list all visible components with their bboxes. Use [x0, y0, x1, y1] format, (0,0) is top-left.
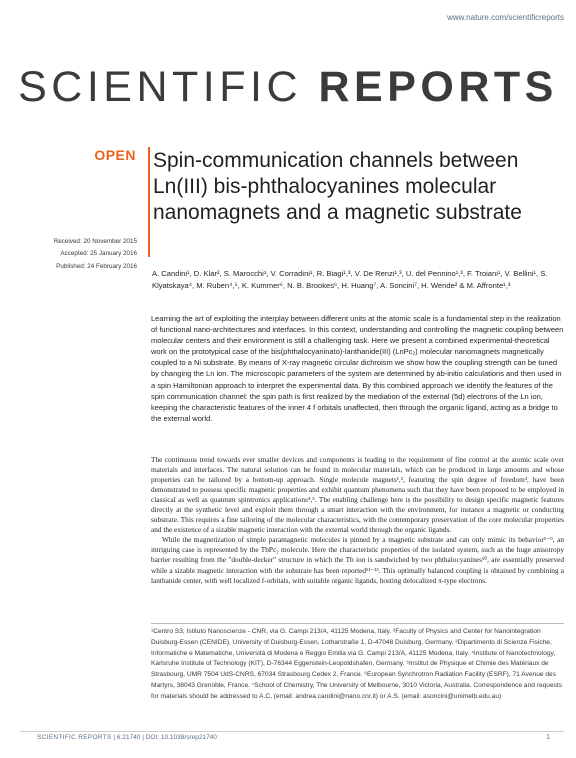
- affiliations-footnote: ¹Centro S3, Istituto Nanoscienze - CNR, via G. Campi 213/A, 41125 Modena, Italy. ²Faculty of Physics and Center for Nanointegration Duisburg-Essen (CENIDE), University of Duisburg-Essen, Lotharstraße 1, D-47048 Duisburg, Germany. ³Dipartimento di Scienze Fisiche, Informatiche e Matematiche, Università di Modena e Reggio Emilia via G. Campi 213/A, 41125 Modena, Italy. ⁴Institute of Nanotechnology, Karlsruhe Institute of Technology (KIT), D-76344 Eggenstein-Leopoldshafen, Germany. ⁵Institut de Physique et Chimie des Matériaux de Strasbourg, UMR 7504 UdS-CNRS, 67034 Strasbourg Cedex 2, France. ⁶European Synchrotron Radiation Facility (ESRF), 71 Avenue des Martyrs, 38043 Grenoble, France. ⁷School of Chemistry, The University of Melbourne, 3010 Victoria, Australia. Correspondence and requests for materials should be addressed to A.C. (email: andrea.candini@nano.cnr.it) or A.S. (email: asoncini@unimelb.edu.au): [151, 628, 563, 700]
- journal-logo: [0, 63, 576, 112]
- article-title: Spin-communication channels between Ln(III) bis-phthalocyanines molecular nanomagnets and a magnetic substrate: [153, 149, 522, 224]
- journal-url[interactable]: www.nature.com/scientificreports: [447, 13, 564, 22]
- published-date: Published: 24 February 2016: [56, 262, 137, 270]
- journal-name-part1: SCIENTIFIC: [18, 63, 303, 111]
- author-list: A. Candini¹, D. Klar², S. Marocchi¹, V. Corradini¹, R. Biagi¹,³, V. De Renzi¹,³, U. del Pennino¹,³, F. Troiani¹, V. Bellini¹, S. Klyatskaya⁴, M. Ruben⁴,⁵, K. Kummer⁶, N. B. Brookes⁶, H. Huang⁷, A. Soncini⁷, H. Wende² & M. Affronte¹,³: [152, 269, 548, 290]
- footer-doi: | 6:21740 | DOI: 10.1038/srep21740: [111, 734, 217, 741]
- open-access-label: OPEN: [94, 147, 136, 163]
- footer-citation: [37, 734, 217, 741]
- footer-journal-name: SCIENTIFIC REPORTS: [37, 734, 112, 741]
- journal-name-part2: REPORTS: [318, 63, 558, 111]
- body-text: [151, 455, 564, 586]
- body-paragraph-2: While the magnetization of simple paramagnetic molecules is pinned by a magnetic substrate and can only mimic its behavior⁶⁻⁹, an intriguing case is represented by the TbPc₂ molecule. Here the characteristic properties of the isolated system, such as the huge anisotropy barrier resulting from the "double-decker" structure in which the Tb ion is sandwiched by two phthalocyanines¹⁰, are essentially preserved while a sizable magnetic interaction with the substrate has been reported¹¹⁻¹³. This optimally balanced coupling is obtained by combining a lanthanide center, with well localized f-orbitals, with suitable organic ligands, hosting delocalized π-type electrons.: [151, 535, 564, 585]
- footnote-divider: [151, 623, 564, 624]
- article-dates: [24, 236, 137, 273]
- title-accent-rule: [148, 147, 150, 257]
- accepted-date: Accepted: 25 January 2016: [60, 250, 137, 258]
- page-number: 1: [546, 734, 550, 741]
- abstract: Learning the art of exploiting the interplay between different units at the atomic scale is a fundamental step in the realization of functional nano-architectures and interfaces. In this context, understanding and controlling the magnetic coupling between molecular centers and their environment is still a challenging task. Here we present a combined experimental-theoretical work on the prototypical case of the bis(phthalocyaninato)-lanthanide(III) (LnPc₂) molecular nanomagnets magnetically coupled to a Ni substrate. By means of X-ray magnetic circular dichroism we show how the coupling strength can be tuned by changing the Ln ion. The microscopic parameters of the system are determined by ab-initio calculations and then used in a spin Hamiltonian approach to interpret the experimental data. By this combined approach we identify the features of the spin communication channel: the spin path is first realized by the mediation of the external (5d) electrons of the Ln ion, keeping the characteristic features of the inner 4 f orbitals unaffected, then through the organic ligand, acting as a bridge to the external world.: [151, 314, 564, 423]
- body-paragraph-1: The continuous trend towards ever smaller devices and components is leading to the requirement of fine control at the atomic scale over materials and interfaces. The natural solution can be found in molecular materials, which can be produced in large amounts and whose properties can be tailored by a bottom-up approach. Single molecule magnets¹,², featuring the spin degree of freedom³, have been demonstrated to possess specific magnetic properties and exhibit quantum phenomena such that they have been proposed to be employed in classical as well as quantum spintronics applications⁴,⁵. The enabling challenge here is the possibility to design specific magnetic features directly at the synthetic level and exploit them through a smart interaction with the environment, for instance a magnetic or conducting substrate. This requires a fine tailoring of the molecular characteristics, with the contemporary preservation of the core molecular properties and the existence of a sizable magnetic interaction with the external world through the organic ligands.: [151, 455, 564, 535]
- received-date: Received: 20 November 2015: [53, 238, 137, 245]
- footer-divider: [20, 731, 564, 732]
